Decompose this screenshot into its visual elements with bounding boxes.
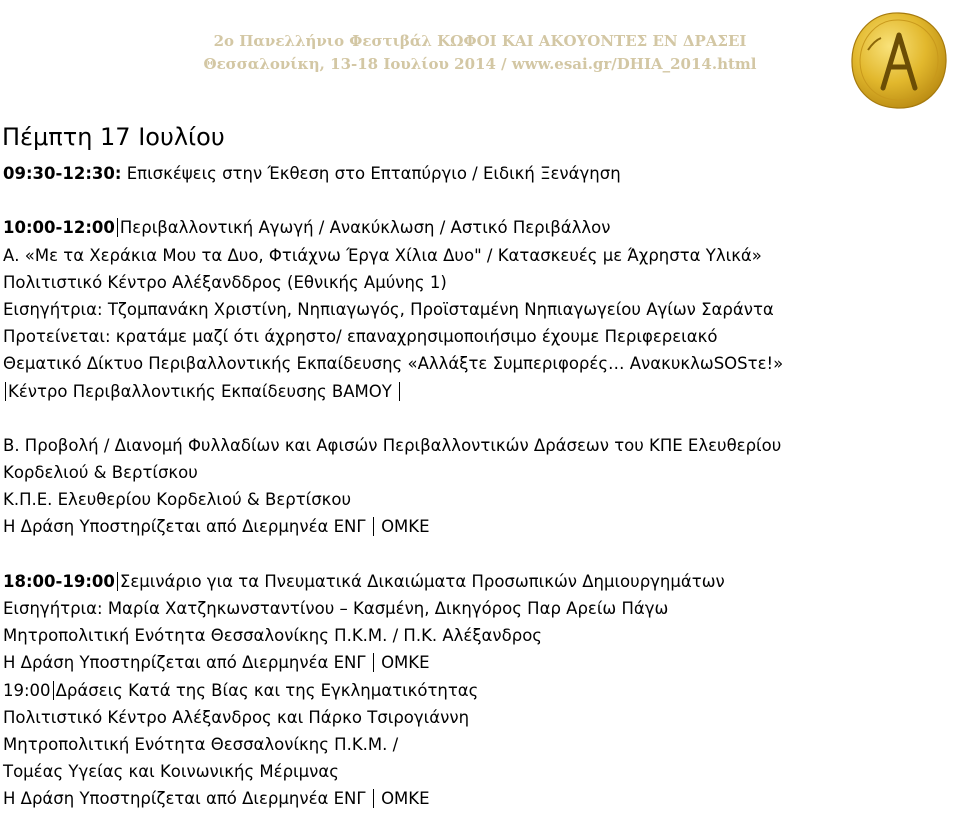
- support-text: Η Δράση Υποστηρίζεται από Διερμηνέα ΕΝΓ: [3, 653, 371, 673]
- activity-1900-venue: Πολιτιστικό Κέντρο Αλέξανδρος και Πάρκο Τσιρογιάννη: [3, 707, 470, 727]
- activity-1800-speaker: Εισηγήτρια: Μαρία Χατζηκωνσταντίνου – Κασμένη, Δικηγόρος Παρ Αρείω Πάγω: [3, 599, 669, 618]
- festival-title: 2ο Πανελλήνιο Φεστιβάλ ΚΩΦΟΙ ΚΑΙ ΑΚΟΥΟΝΤΕΣ ΕΝ ΔΡΑΣΕΙ: [213, 32, 747, 50]
- activity-1900-org-1: Μητροπολιτική Ενότητα Θεσσαλονίκης Π.Κ.Μ. /: [3, 734, 399, 754]
- time-1000: 10:00-12:00: [3, 218, 115, 238]
- activity-1900-title: Δράσεις Κατά της Βίας και της Εγκληματικότητας: [55, 680, 479, 700]
- gold-coin-logo-icon: [848, 10, 950, 112]
- festival-header: [0, 30, 960, 76]
- support-line-1900: [3, 785, 953, 812]
- center-line: [3, 378, 953, 405]
- activity-b-line-2: Κορδελιού & Βερτίσκου: [3, 463, 198, 483]
- proposal-line-1: Προτείνεται: κρατάμε μαζί ότι άχρηστο/ επαναχρησιμοποιήσιμο έχουμε Περιφερειακό: [3, 327, 718, 347]
- activity-b-line-1: Β. Προβολή / Διανομή Φυλλαδίων και Αφισών Περιβαλλοντικών Δράσεων του ΚΠΕ Ελευθερίου: [3, 435, 782, 455]
- center-name: Κέντρο Περιβαλλοντικής Εκπαίδευσης ΒΑΜΟΥ: [8, 381, 398, 401]
- schedule-item-1900: [3, 677, 953, 704]
- kpe-line: Κ.Π.Ε. Ελευθερίου Κορδελιού & Βερτίσκου: [3, 490, 352, 510]
- time-0930: 09:30-12:30:: [3, 164, 122, 183]
- time-1800: 18:00-19:00: [3, 571, 115, 591]
- activity-a-speaker: Εισηγήτρια: Τζομπανάκη Χριστίνη, Νηπιαγωγός, Προϊσταμένη Νηπιαγωγείου Αγίων Σαράντα: [3, 299, 774, 319]
- activity-1000-title: Περιβαλλοντική Αγωγή / Ανακύκλωση / Αστικό Περιβάλλον: [119, 218, 611, 238]
- support-org: ΟΜΚΕ: [375, 653, 430, 673]
- time-1900: 19:00: [3, 680, 51, 700]
- schedule-item-0930: [3, 160, 953, 187]
- festival-dates-url: Θεσσαλονίκη, 13-18 Ιουλίου 2014 / www.esai.gr/DHIA_2014.html: [203, 55, 757, 73]
- support-org: ΟΜΚΕ: [375, 517, 430, 537]
- support-text: Η Δράση Υποστηρίζεται από Διερμηνέα ΕΝΓ: [3, 517, 371, 537]
- support-text: Η Δράση Υποστηρίζεται από Διερμηνέα ΕΝΓ: [3, 789, 371, 809]
- support-line-1000: [3, 513, 953, 540]
- activity-a-line: Α. «Με τα Χεράκια Μου τα Δυο, Φτιάχνω Έργα Χίλια Δυο" / Κατασκευές με Άχρηστα Υλικά»: [3, 245, 762, 265]
- day-title: Πέμπτη 17 Ιουλίου: [2, 123, 225, 151]
- schedule-item-1000: [3, 214, 953, 241]
- schedule-body: [3, 160, 953, 813]
- proposal-line-2: Θεματικό Δίκτυο Περιβαλλοντικής Εκπαίδευσης «Αλλάξτε Συμπεριφορές… ΑνακυκλωSOSτε!»: [3, 354, 784, 374]
- activity-1800-org: Μητροπολιτική Ενότητα Θεσσαλονίκης Π.Κ.Μ. / Π.Κ. Αλέξανδρος: [3, 626, 542, 646]
- schedule-item-1800: [3, 568, 953, 595]
- support-line-1800: [3, 649, 953, 676]
- support-org: ΟΜΚΕ: [375, 789, 430, 809]
- activity-1800-title: Σεμινάριο για τα Πνευματικά Δικαιώματα Προσωπικών Δημιουργημάτων: [119, 571, 725, 591]
- activity-0930: Επισκέψεις στην Έκθεση στο Επταπύργιο / Ειδική Ξενάγηση: [121, 164, 621, 183]
- activity-1900-org-2: Τομέας Υγείας και Κοινωνικής Μέριμνας: [3, 762, 339, 782]
- activity-a-venue: Πολιτιστικό Κέντρο Αλέξανδδρος (Εθνικής Αμύνης 1): [3, 272, 447, 292]
